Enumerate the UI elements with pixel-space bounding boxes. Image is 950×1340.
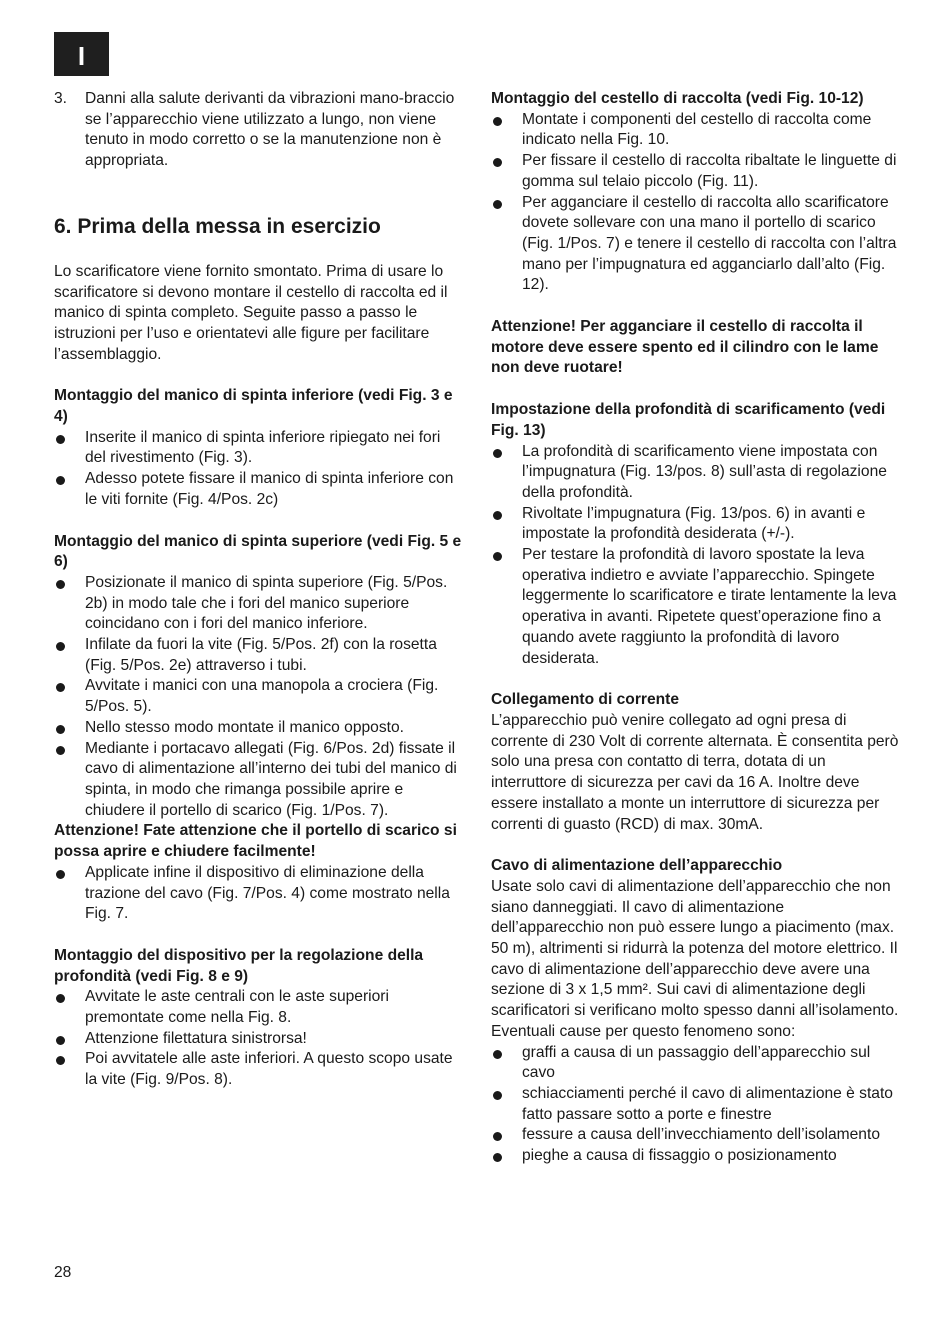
list-item-text: Avvitate i manici con una manopola a crociera (Fig. 5/Pos. 5). — [85, 677, 439, 716]
bullet-icon — [491, 442, 522, 504]
list-item-text: fessure a causa dell’invecchiamento dell’isolamento — [522, 1126, 880, 1144]
power-heading: Collegamento di corrente — [491, 691, 680, 709]
list-item — [491, 151, 901, 192]
list-item-text: Montate i componenti del cestello di raccolta come indicato nella Fig. 10. — [522, 110, 872, 149]
warning-text: Attenzione! Fate attenzione che il portello di scarico si possa aprire e chiudere facilmente! — [54, 822, 457, 861]
language-tab-label: I — [77, 41, 86, 71]
list-item-text: Inserite il manico di spinta inferiore ripiegato nei fori del rivestimento (Fig. 3). — [85, 428, 441, 467]
list-item — [491, 1043, 901, 1084]
list-item-text: Avvitate le aste centrali con le aste superiori premontate come nella Fig. 8. — [85, 988, 389, 1027]
list-item — [54, 428, 464, 469]
item-text: Danni alla salute derivanti da vibrazioni mano-braccio se l’apparecchio viene utilizzato a lungo, non viene tenuto in modo corretto o se la manutenzione non è appropriata. — [85, 90, 455, 170]
item-number: 3. — [54, 90, 68, 107]
cable-heading: Cavo di alimentazione dell’apparecchio — [491, 857, 783, 875]
bullet-icon — [491, 193, 522, 297]
list-item — [54, 1029, 464, 1050]
bullet-icon — [54, 987, 85, 1028]
list-item — [54, 573, 464, 635]
list-item-text: Adesso potete fissare il manico di spinta inferiore con le viti fornite (Fig. 4/Pos. 2c) — [85, 470, 454, 508]
list-item-text: Attenzione filettatura sinistrorsa! — [85, 1029, 307, 1047]
list-item-text: Rivoltate l’impugnatura (Fig. 13/pos. 6) in avanti e impostate la profondità desiderata (+/-). — [522, 504, 866, 543]
bullet-icon — [54, 676, 85, 717]
list-item — [491, 442, 901, 504]
bullet-icon — [491, 1146, 522, 1167]
list-item-text: Poi avvitatele alle aste inferiori. A questo scopo usate la vite (Fig. 9/Pos. 8). — [85, 1050, 453, 1089]
left-column — [54, 89, 464, 1091]
numbered-item-3 — [54, 89, 464, 172]
list-item — [54, 1049, 464, 1090]
list-item — [54, 863, 464, 925]
list-item-text: La profondità di scarificamento viene impostata con l’impugnatura (Fig. 13/pos. 8) sull’asta di regolazione della profondità. — [522, 442, 887, 501]
lower-handle-heading: Montaggio del manico di spinta inferiore (vedi Fig. 3 e 4) — [54, 387, 453, 426]
list-item-text: Per agganciare il cestello di raccolta allo scarificatore dovete sollevare con una mano il portello di scarico (Fig. 1/Pos. 7) e tenere il cestello di raccolta con l’altra mano per l’impugnatura ed agganciarlo dall’alto (Fig. 12). — [522, 193, 897, 294]
list-item-text: Per fissare il cestello di raccolta ribaltate le linguette di gomma sul telaio piccolo (Fig. 11). — [522, 152, 897, 190]
list-item-text: Posizionate il manico di spinta superiore (Fig. 5/Pos. 2b) in modo tale che i fori del manico superiore coincidano con i fori del manico inferiore. — [85, 573, 448, 633]
intro-paragraph: Lo scarificatore viene fornito smontato. Prima di usare lo scarificatore si devono montare il cestello di raccolta ed il manico di spinta completo. Seguite passo a passo le istruzioni per l’uso e orientatevi alle figure per facilitare l’assemblaggio. — [54, 262, 448, 363]
list-item — [54, 718, 464, 739]
list-item — [491, 110, 901, 151]
bullet-icon — [491, 1043, 522, 1084]
basket-warning: Attenzione! Per agganciare il cestello di raccolta il motore deve essere spento ed il cilindro con le lame non deve ruotare! — [491, 318, 879, 377]
right-column — [491, 89, 901, 1167]
depth-setting-heading: Impostazione della profondità di scarificamento (vedi Fig. 13) — [491, 401, 886, 439]
list-item — [54, 739, 464, 822]
list-item — [54, 469, 464, 510]
page-number: 28 — [54, 1264, 72, 1281]
list-item-text: schiacciamenti perché il cavo di alimentazione è stato fatto passare sotto a porte e finestre — [522, 1084, 893, 1123]
bullet-icon — [491, 1084, 522, 1125]
bullet-icon — [491, 545, 522, 669]
list-item — [491, 504, 901, 545]
list-item-text: Mediante i portacavo allegati (Fig. 6/Pos. 2d) fissate il cavo di alimentazione all’interno dei tubi del manico di spinta, in modo che rimanga possibile aprire e chiudere il portello di scarico (Fig. 1/Pos. 7). — [85, 739, 457, 819]
list-item — [54, 987, 464, 1028]
list-item-text: pieghe a causa di fissaggio o posizionamento — [522, 1147, 837, 1165]
bullet-icon — [491, 151, 522, 192]
bullet-icon — [54, 718, 85, 739]
bullet-icon — [54, 469, 85, 510]
list-item — [54, 676, 464, 717]
bullet-icon — [54, 573, 85, 635]
list-item — [491, 545, 901, 669]
bullet-icon — [491, 110, 522, 151]
list-item-text: Applicate infine il dispositivo di eliminazione della trazione del cavo (Fig. 7/Pos. 4) come mostrato nella Fig. 7. — [85, 863, 450, 923]
bullet-icon — [54, 739, 85, 822]
bullet-icon — [491, 504, 522, 545]
basket-heading: Montaggio del cestello di raccolta (vedi Fig. 10-12) — [491, 90, 864, 107]
depth-device-heading: Montaggio del dispositivo per la regolazione della profondità (vedi Fig. 8 e 9) — [54, 946, 424, 985]
bullet-icon — [491, 1125, 522, 1146]
list-item-text: Per testare la profondità di lavoro spostate la leva operativa indietro e avviate l’apparecchio. Spingete leggermente lo scarificatore e tirate lentamente la leva operativa in avanti. Ripetete quest’operazione fino a quando avete raggiunto la profondità di lavoro desiderata. — [522, 546, 897, 667]
list-item-text: graffi a causa di un passaggio dell’apparecchio sul cavo — [522, 1043, 871, 1082]
bullet-icon — [54, 635, 85, 676]
bullet-icon — [54, 863, 85, 925]
list-item — [491, 193, 901, 297]
upper-handle-heading: Montaggio del manico di spinta superiore (vedi Fig. 5 e 6) — [54, 532, 462, 571]
list-item-text: Nello stesso modo montate il manico opposto. — [85, 718, 404, 736]
list-item — [491, 1084, 901, 1125]
list-item — [491, 1125, 901, 1146]
list-item — [54, 635, 464, 676]
bullet-icon — [54, 1029, 85, 1050]
section-title: 6. Prima della messa in esercizio — [54, 214, 381, 238]
power-paragraph: L’apparecchio può venire collegato ad ogni presa di corrente di 230 Volt di corrente alternata. È consentita però solo una presa con contatto di terra, dotata di un interruttore di sicurezza per cavi da 16 A. Inoltre deve essere installato a monte un interruttore di sicurezza per correnti di guasto (RCD) di max. 30mA. — [491, 711, 899, 833]
language-tab — [54, 32, 109, 76]
bullet-icon — [54, 1049, 85, 1090]
cable-paragraph: Usate solo cavi di alimentazione dell’apparecchio che non siano danneggiati. Il cavo di alimentazione dell’apparecchio non può essere lungo a piacimento (max. 50 m), altrimenti si ridurrà la potenza del motore elettrico. Il cavo di alimentazione dell’apparecchio deve avere una sezione di 3 x 1,5 mm². Sui cavi di alimentazione degli scarificatori si verificano molto spesso danni all’isolamento. Eventuali cause per questo fenomeno sono: — [491, 877, 899, 1040]
list-item-text: Infilate da fuori la vite (Fig. 5/Pos. 2f) con la rosetta (Fig. 5/Pos. 2e) attraverso i tubi. — [85, 636, 437, 674]
list-item — [491, 1146, 901, 1167]
bullet-icon — [54, 428, 85, 469]
